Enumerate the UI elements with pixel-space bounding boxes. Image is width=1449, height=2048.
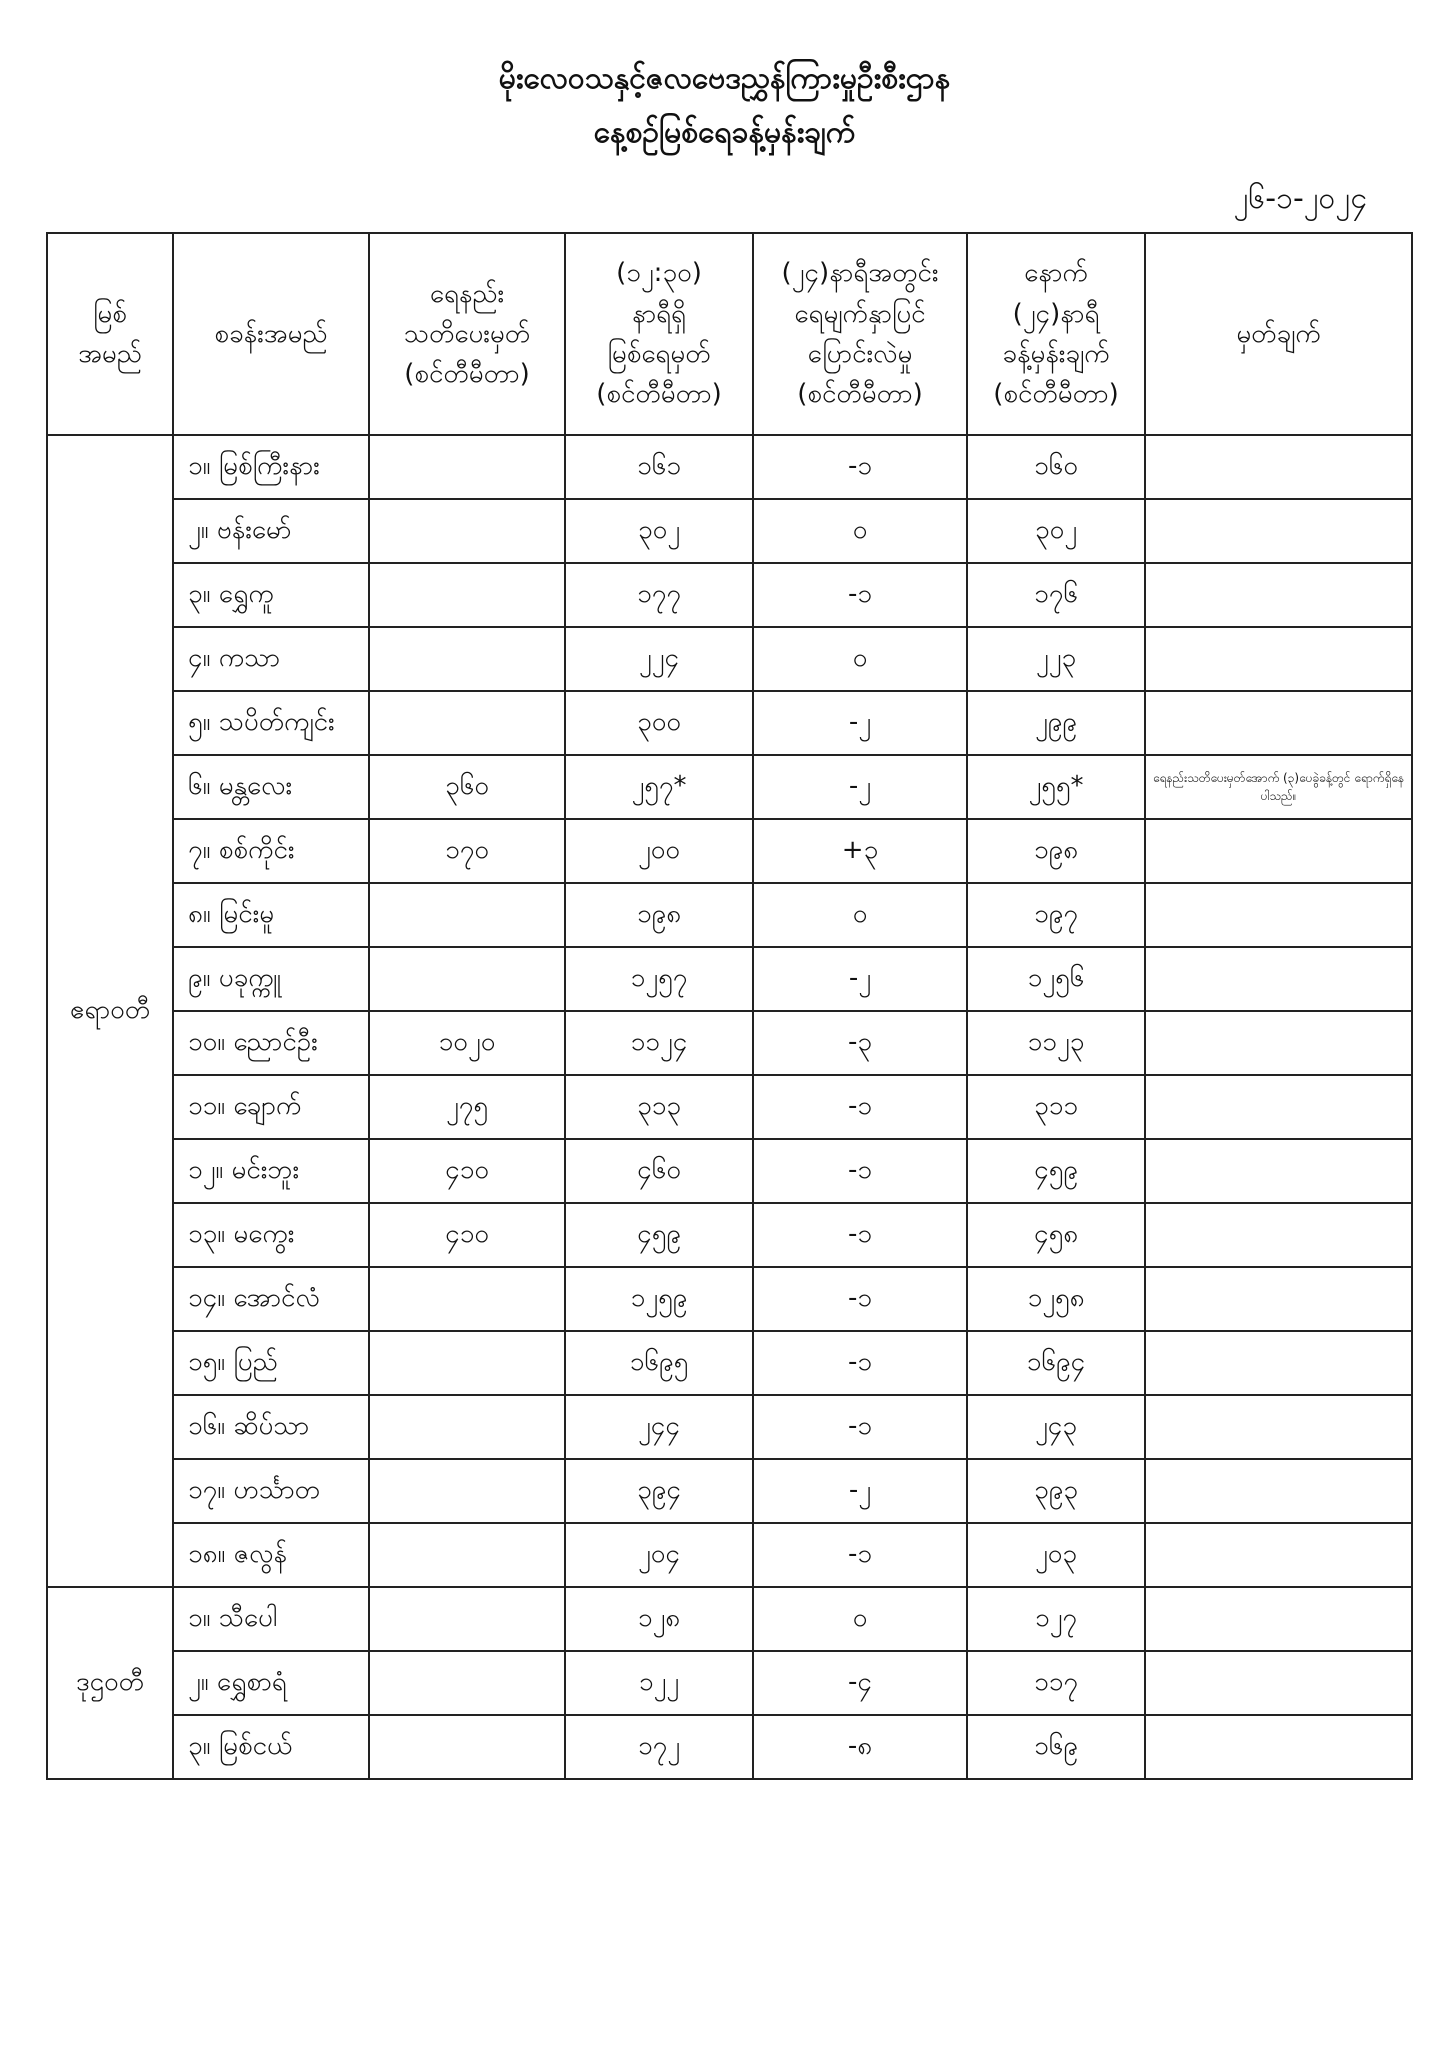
remark-cell: [1145, 1139, 1412, 1203]
current-level-cell: ၂၄၄: [565, 1395, 753, 1459]
forecast-cell: ၃၉၃: [967, 1459, 1145, 1523]
header-line: (စင်တီမီတာ): [797, 379, 923, 410]
change-cell: -၄: [753, 1651, 967, 1715]
change-cell: -၁: [753, 1139, 967, 1203]
current-level-cell: ၁၂၅၇: [565, 947, 753, 1011]
header-line: အမည်: [78, 339, 142, 369]
change-cell: -၁: [753, 435, 967, 499]
station-name-cell: ၁၅။ ပြည်: [173, 1331, 369, 1395]
header-line: စခန်းအမည်: [214, 318, 328, 349]
table-row: [47, 1011, 1412, 1075]
station-name-cell: ၃။ မြစ်ငယ်: [173, 1715, 369, 1779]
change-cell: -၁: [753, 1267, 967, 1331]
forecast-cell: ၂၉၉: [967, 691, 1145, 755]
station-name-cell: ၁၃။ မကွေး: [173, 1203, 369, 1267]
remark-cell: [1145, 1203, 1412, 1267]
warning-level-cell: [369, 1267, 565, 1331]
table-row: [47, 691, 1412, 755]
river-level-table: [46, 232, 1413, 1780]
station-name-cell: ၁၆။ ဆိပ်သာ: [173, 1395, 369, 1459]
forecast-cell: ၁၁၂၃: [967, 1011, 1145, 1075]
table-row: [47, 1139, 1412, 1203]
station-name-cell: ၅။ သပိတ်ကျင်း: [173, 691, 369, 755]
current-level-cell: ၄၆၀: [565, 1139, 753, 1203]
current-level-cell: ၄၅၉: [565, 1203, 753, 1267]
current-level-cell: ၃၉၄: [565, 1459, 753, 1523]
change-cell: -၁: [753, 1331, 967, 1395]
forecast-cell: ၂၅၅*: [967, 755, 1145, 819]
header-river-name: [47, 233, 173, 435]
change-cell: -၃: [753, 1011, 967, 1075]
forecast-cell: ၁၂၅၆: [967, 947, 1145, 1011]
table-row: [47, 1331, 1412, 1395]
warning-level-cell: [369, 1587, 565, 1651]
header-line: (၂၄)နာရီ: [1012, 298, 1100, 329]
warning-level-cell: [369, 947, 565, 1011]
table-row: [47, 819, 1412, 883]
current-level-cell: ၂၀၄: [565, 1523, 753, 1587]
remark-cell: [1145, 1523, 1412, 1587]
page-title: မိုးလေဝသနှင့်ဇလဗေဒညွှန်ကြားမှုဦးစီးဌာန: [498, 61, 951, 96]
station-name-cell: ၉။ ပခုက္ကူ: [173, 947, 369, 1011]
header-line: နာရီရှိ: [631, 298, 686, 329]
change-cell: -၂: [753, 691, 967, 755]
warning-level-cell: [369, 563, 565, 627]
warning-level-cell: ၃၆၀: [369, 755, 565, 819]
remark-cell: [1145, 1459, 1412, 1523]
header-line: မှတ်ချက်: [1236, 318, 1321, 349]
station-name-cell: ၂။ ရွှေစာရံ: [173, 1651, 369, 1715]
forecast-cell: ၁၇၆: [967, 563, 1145, 627]
change-cell: -၁: [753, 1523, 967, 1587]
current-level-cell: ၁၂၂: [565, 1651, 753, 1715]
current-level-cell: ၁၁၂၄: [565, 1011, 753, 1075]
forecast-cell: ၁၂၅၈: [967, 1267, 1145, 1331]
forecast-cell: ၁၆၀: [967, 435, 1145, 499]
table-row: [47, 1075, 1412, 1139]
header-line: မြစ်: [93, 298, 127, 329]
station-name-cell: ၂။ ဗန်းမော်: [173, 499, 369, 563]
current-level-cell: ၁၇၂: [565, 1715, 753, 1779]
forecast-cell: ၁၆၉၄: [967, 1331, 1145, 1395]
page-subtitle: နေ့စဉ်မြစ်ရေခန့်မှန်းချက်: [593, 115, 856, 150]
forecast-cell: ၃၀၂: [967, 499, 1145, 563]
remark-cell: [1145, 1651, 1412, 1715]
table-row: [47, 1651, 1412, 1715]
header-line: ပြောင်းလဲမှု: [807, 339, 913, 369]
table-row: [47, 1523, 1412, 1587]
remark-cell: [1145, 627, 1412, 691]
header-line: ရေနည်း: [429, 278, 505, 309]
change-cell: -၁: [753, 1395, 967, 1459]
station-name-cell: ၁။ သီပေါ: [173, 1587, 369, 1651]
warning-level-cell: [369, 1331, 565, 1395]
forecast-cell: ၁၁၇: [967, 1651, 1145, 1715]
header-line: (၂၄)နာရီအတွင်း: [781, 258, 939, 289]
warning-level-cell: [369, 691, 565, 755]
table-row: [47, 1587, 1412, 1651]
header-line: နောက်: [1024, 258, 1088, 289]
river-name-cell: ဒုဌဝတီ: [47, 1587, 173, 1779]
current-level-cell: ၁၇၇: [565, 563, 753, 627]
change-cell: ၀: [753, 499, 967, 563]
header-current-level: [565, 233, 753, 435]
header-remarks: [1145, 233, 1412, 435]
change-cell: ၀: [753, 627, 967, 691]
remark-cell: [1145, 1075, 1412, 1139]
current-level-cell: ၂၂၄: [565, 627, 753, 691]
header-station-name: [173, 233, 369, 435]
forecast-cell: ၁၆၉: [967, 1715, 1145, 1779]
warning-level-cell: ၂၇၅: [369, 1075, 565, 1139]
current-level-cell: ၁၉၈: [565, 883, 753, 947]
warning-level-cell: ၁၇၀: [369, 819, 565, 883]
table-row: [47, 947, 1412, 1011]
station-name-cell: ၁။ မြစ်ကြီးနား: [173, 435, 369, 499]
header-line: ရေမျက်နှာပြင်: [794, 298, 926, 329]
change-cell: -၁: [753, 563, 967, 627]
change-cell: +၃: [753, 819, 967, 883]
remark-cell: [1145, 1395, 1412, 1459]
table-row: [47, 1267, 1412, 1331]
header-line: မြစ်ရေမှတ်: [607, 339, 711, 369]
remark-cell: [1145, 1587, 1412, 1651]
station-name-cell: ၃။ ရွှေကူ: [173, 563, 369, 627]
station-name-cell: ၁၄။ အောင်လံ: [173, 1267, 369, 1331]
header-row: [47, 233, 1412, 435]
current-level-cell: ၁၂၈: [565, 1587, 753, 1651]
station-name-cell: ၈။ မြင်းမူ: [173, 883, 369, 947]
change-cell: ၀: [753, 1587, 967, 1651]
header-line: (စင်တီမီတာ): [993, 379, 1119, 410]
header-line: (၁၂:၃၀): [616, 258, 702, 289]
remark-cell: [1145, 1715, 1412, 1779]
table-row: [47, 499, 1412, 563]
current-level-cell: ၁၂၅၉: [565, 1267, 753, 1331]
header-line: (စင်တီမီတာ): [596, 379, 722, 410]
remark-cell: [1145, 1267, 1412, 1331]
current-level-cell: ၃၀၀: [565, 691, 753, 755]
report-date: ၂၆-၁-၂၀၂၄: [1233, 181, 1367, 216]
warning-level-cell: [369, 627, 565, 691]
current-level-cell: ၂၅၇*: [565, 755, 753, 819]
remark-cell: [1145, 435, 1412, 499]
current-level-cell: ၁၆၁: [565, 435, 753, 499]
warning-level-cell: ၄၁၀: [369, 1139, 565, 1203]
header-line: ခန့်မှန်းချက်: [1002, 339, 1110, 369]
warning-level-cell: [369, 1459, 565, 1523]
river-name-cell: ဧရာဝတီ: [47, 435, 173, 1587]
forecast-cell: ၂၂၃: [967, 627, 1145, 691]
table-row: [47, 1203, 1412, 1267]
remark-cell: [1145, 1331, 1412, 1395]
remark-cell: [1145, 947, 1412, 1011]
warning-level-cell: [369, 1523, 565, 1587]
station-name-cell: ၇။ စစ်ကိုင်း: [173, 819, 369, 883]
warning-level-cell: [369, 1715, 565, 1779]
station-name-cell: ၁၇။ ဟင်္သာတ: [173, 1459, 369, 1523]
warning-level-cell: [369, 883, 565, 947]
forecast-cell: ၃၁၁: [967, 1075, 1145, 1139]
station-name-cell: ၄။ ကသာ: [173, 627, 369, 691]
remark-cell: [1145, 691, 1412, 755]
remark-cell: [1145, 819, 1412, 883]
table-row: [47, 435, 1412, 499]
table-row: [47, 755, 1412, 819]
current-level-cell: ၁၆၉၅: [565, 1331, 753, 1395]
warning-level-cell: [369, 1395, 565, 1459]
current-level-cell: ၂၀၀: [565, 819, 753, 883]
table-row: [47, 563, 1412, 627]
header-forecast-24h: [967, 233, 1145, 435]
warning-level-cell: [369, 1651, 565, 1715]
station-name-cell: ၁၈။ ဇလွန်: [173, 1523, 369, 1587]
change-cell: -၂: [753, 1459, 967, 1523]
remark-cell: [1145, 883, 1412, 947]
header-change-24h: [753, 233, 967, 435]
station-name-cell: ၁၀။ ညောင်ဦး: [173, 1011, 369, 1075]
table-row: [47, 1459, 1412, 1523]
change-cell: ၀: [753, 883, 967, 947]
station-name-cell: ၁၂။ မင်းဘူး: [173, 1139, 369, 1203]
forecast-cell: ၂၄၃: [967, 1395, 1145, 1459]
change-cell: -၂: [753, 755, 967, 819]
forecast-cell: ၁၉၇: [967, 883, 1145, 947]
change-cell: -၈: [753, 1715, 967, 1779]
header-warning-level: [369, 233, 565, 435]
forecast-cell: ၄၅၈: [967, 1203, 1145, 1267]
remark-cell: [1145, 1011, 1412, 1075]
change-cell: -၂: [753, 947, 967, 1011]
change-cell: -၁: [753, 1203, 967, 1267]
current-level-cell: ၃၁၃: [565, 1075, 753, 1139]
table-row: [47, 1715, 1412, 1779]
forecast-cell: ၁၉၈: [967, 819, 1145, 883]
forecast-cell: ၄၅၉: [967, 1139, 1145, 1203]
change-cell: -၁: [753, 1075, 967, 1139]
current-level-cell: ၃၀၂: [565, 499, 753, 563]
warning-level-cell: ၁၀၂၀: [369, 1011, 565, 1075]
warning-level-cell: [369, 435, 565, 499]
header-line: သတိပေးမှတ်: [403, 318, 531, 349]
table-header: [47, 233, 1412, 435]
remark-cell: [1145, 499, 1412, 563]
remark-cell: ရေနည်းသတိပေးမှတ်အောက် (၃)ပေခွဲခန့်တွင် ရောက်ရှိနေပါသည်။: [1145, 755, 1412, 819]
table-body: [47, 435, 1412, 1779]
forecast-cell: ၁၂၇: [967, 1587, 1145, 1651]
table-row: [47, 883, 1412, 947]
station-name-cell: ၁၁။ ချောက်: [173, 1075, 369, 1139]
forecast-cell: ၂၀၃: [967, 1523, 1145, 1587]
station-name-cell: ၆။ မန္တလေး: [173, 755, 369, 819]
table-row: [47, 1395, 1412, 1459]
remark-cell: [1145, 563, 1412, 627]
warning-level-cell: [369, 499, 565, 563]
table-row: [47, 627, 1412, 691]
warning-level-cell: ၄၁၀: [369, 1203, 565, 1267]
header-line: (စင်တီမီတာ): [404, 359, 530, 390]
